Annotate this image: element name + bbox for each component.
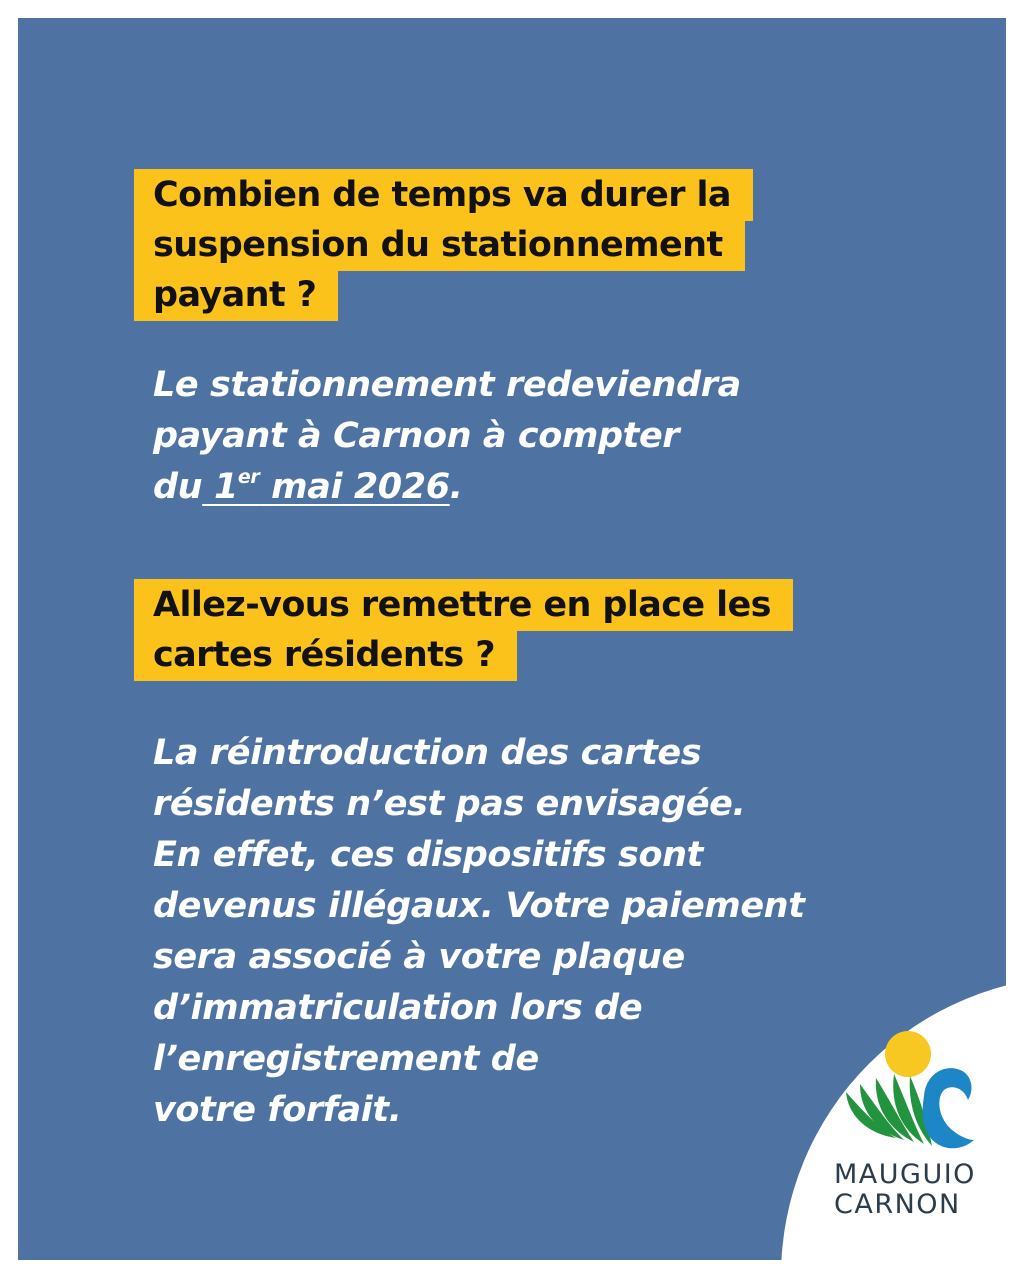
answer-2-line: En effet, ces dispositifs sont xyxy=(153,835,703,875)
question-1 xyxy=(134,170,753,320)
answer-2-line: sera associé à votre plaque xyxy=(153,937,685,977)
logo-blue-wave-shape xyxy=(923,1068,974,1148)
answer-2-line: d’immatriculation lors de xyxy=(153,988,643,1028)
answer-1-date xyxy=(202,467,450,507)
answer-2-line: devenus illégaux. Votre paiement xyxy=(153,886,805,926)
answer-1-day: 1 xyxy=(213,467,238,507)
answer-2-line: résidents n’est pas envisagée. xyxy=(153,784,746,824)
answer-1-date-period: . xyxy=(449,467,463,507)
logo-sun-shape xyxy=(885,1031,931,1077)
question-2-line: Allez-vous remettre en place les xyxy=(134,579,793,631)
question-1-line: payant ? xyxy=(134,269,338,321)
answer-1-line: payant à Carnon à compter xyxy=(153,416,680,456)
answer-1-date-rest: mai 2026 xyxy=(259,467,450,507)
logo-line-carnon: CARNON xyxy=(834,1189,961,1220)
answer-2 xyxy=(153,728,805,1136)
answer-2-line: votre forfait. xyxy=(153,1090,402,1130)
answer-1-date-prefix: du xyxy=(153,467,203,507)
question-2 xyxy=(134,580,793,680)
answer-1-line: Le stationnement redeviendra xyxy=(153,365,741,405)
question-1-line: suspension du stationnement xyxy=(134,219,745,271)
question-1-line: Combien de temps va durer la xyxy=(134,169,753,221)
logo-line-mauguio: MAUGUIO xyxy=(834,1159,976,1190)
mauguio-carnon-logo-icon xyxy=(838,1030,974,1154)
question-2-line: cartes résidents ? xyxy=(134,629,517,681)
logo-wordmark xyxy=(834,1160,974,1220)
answer-2-line: l’enregistrement de xyxy=(153,1039,539,1079)
mauguio-carnon-logo xyxy=(834,1030,974,1225)
answer-1 xyxy=(153,360,741,513)
answer-1-day-suffix: er xyxy=(237,466,260,488)
answer-1-date-line xyxy=(153,462,741,513)
answer-2-line: La réintroduction des cartes xyxy=(153,733,702,773)
